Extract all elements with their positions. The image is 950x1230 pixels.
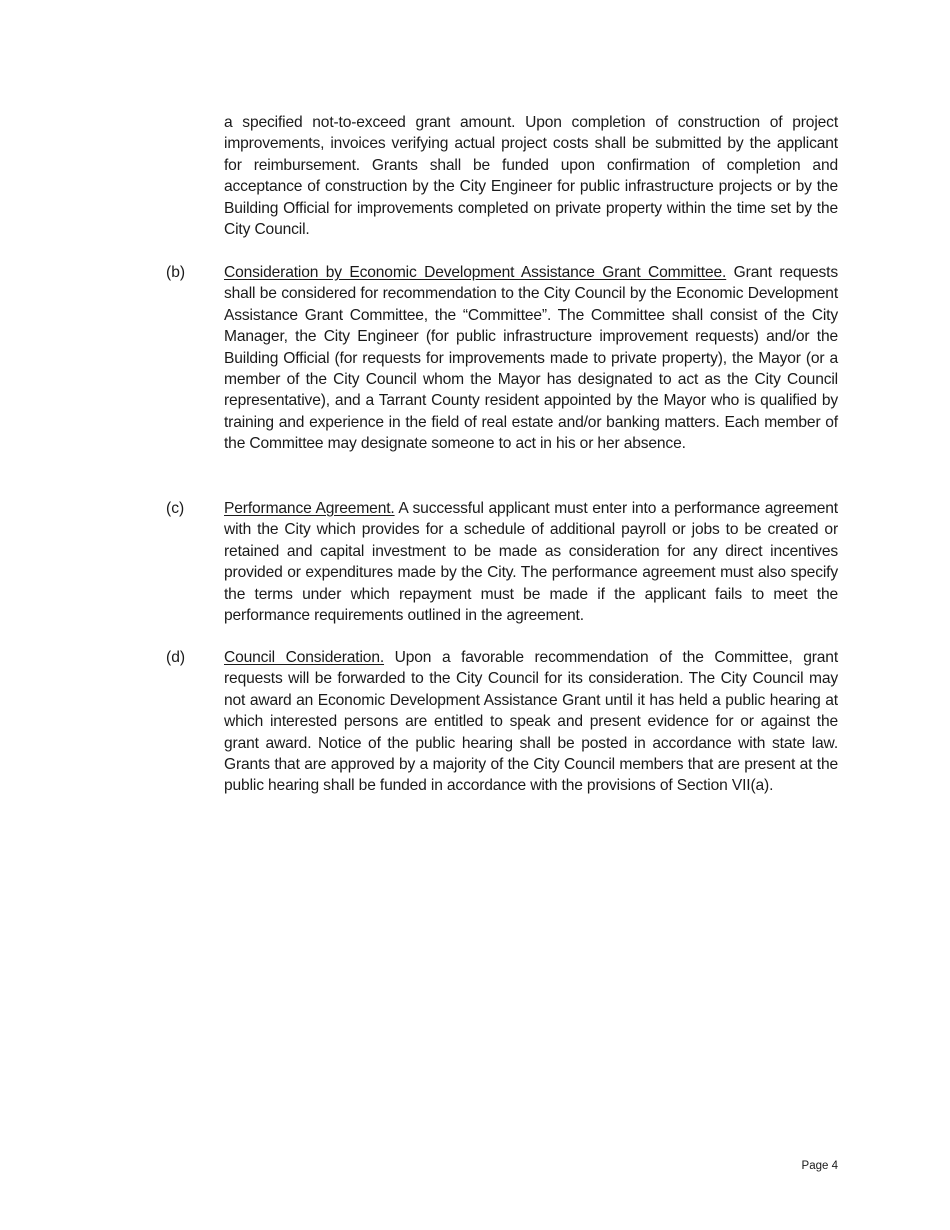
section-b-paragraph xyxy=(224,262,838,455)
section-b-heading: Consideration by Economic Development Assistance Grant Committee. xyxy=(224,264,727,281)
section-c-label: (c) xyxy=(166,500,185,517)
page-number: Page 4 xyxy=(801,1160,838,1172)
section-d-paragraph xyxy=(224,647,838,797)
section-b-body: Grant requests shall be considered for recommendation to the City Council by the Economic Development Assistance Grant Committee, the “Committee”. The Committee shall consist of the City Manager, the City Engineer (for public infrastructure improvement requests) and/or the Building Official (for requests for improvements made to private property), the Mayor (or a member of the City Council whom the Mayor has designated to act as the City Council representative), and a Tarrant County resident appointed by the Mayor who is qualified by training and experience in the field of real estate and/or banking matters. Each member of the Committee may designate someone to act in his or her absence. xyxy=(224,264,838,453)
section-d-body: Upon a favorable recommendation of the Committee, grant requests will be forwarded to the City Council for its consideration. The City Council may not award an Economic Development Assistance Grant until it has held a public hearing at which interested persons are entitled to speak and present evidence for or against the grant award. Notice of the public hearing shall be posted in accordance with state law. Grants that are approved by a majority of the City Council members that are present at the public hearing shall be funded in accordance with the provisions of Section VII(a). xyxy=(224,649,838,795)
section-b-label: (b) xyxy=(166,264,186,281)
section-c-body: A successful applicant must enter into a performance agreement with the City which provides for a schedule of additional payroll or jobs to be created or retained and capital investment to be made as consideration for any direct incentives provided or expenditures made by the City. The performance agreement must also specify the terms under which repayment must be made if the applicant fails to meet the performance requirements outlined in the agreement. xyxy=(224,500,838,625)
section-d-heading: Council Consideration. xyxy=(224,649,385,666)
section-c-heading: Performance Agreement. xyxy=(224,500,395,517)
paragraph-continuation: a specified not-to-exceed grant amount. Upon completion of construction of project improvements, invoices verifying actual project costs shall be submitted by the applicant for reimbursement. Grants shall be funded upon confirmation of completion and acceptance of construction by the City Engineer for public infrastructure projects or by the Building Official for improvements completed on private property within the time set by the City Council. xyxy=(224,114,838,239)
section-c-paragraph xyxy=(224,498,838,626)
section-d-label: (d) xyxy=(166,649,186,666)
